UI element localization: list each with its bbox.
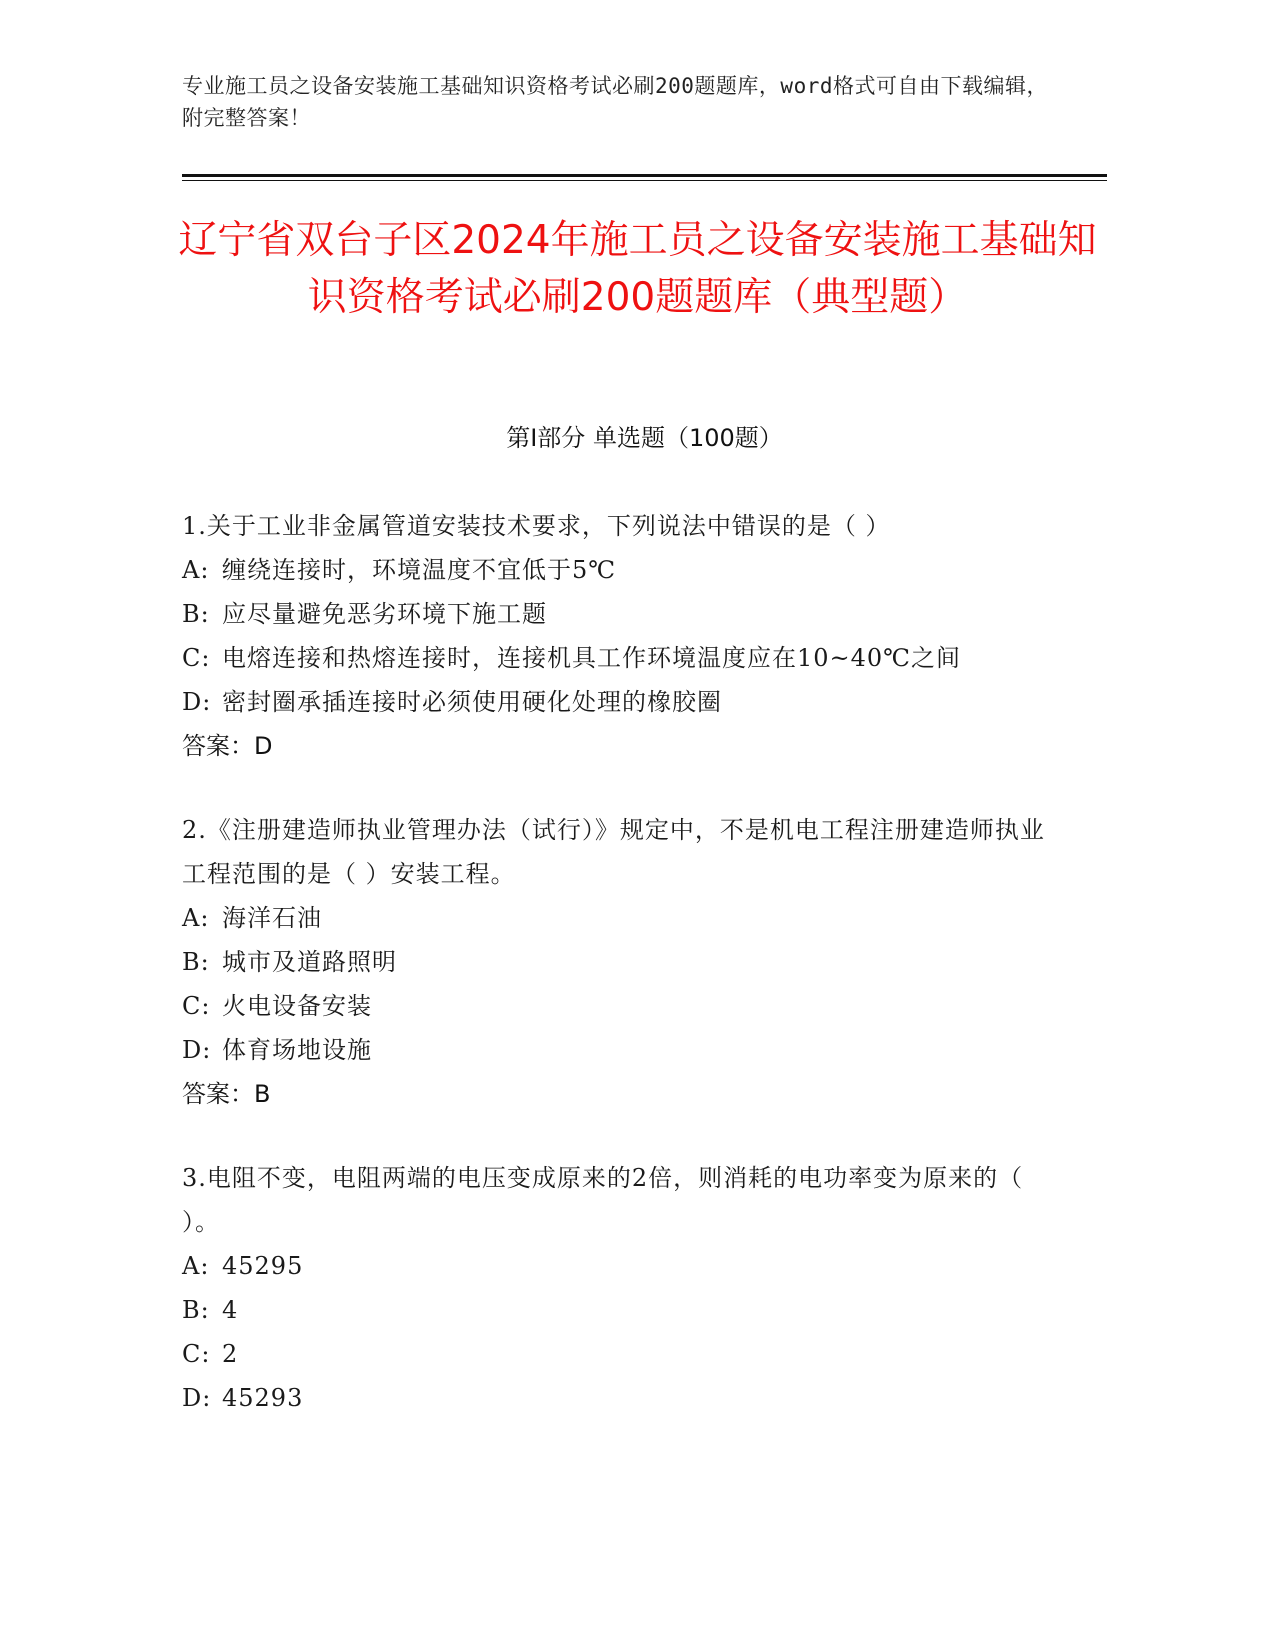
option-text: 电熔连接和热熔连接时，连接机具工作环境温度应在10~40℃之间 [222,644,962,672]
option-text: 应尽量避免恶劣环境下施工题 [222,600,547,628]
option-text: 城市及道路照明 [222,948,397,976]
question-stem: 2.《注册建造师执业管理办法（试行）》规定中，不是机电工程注册建造师执业工程范围的是（ ）安装工程。 [182,816,1045,888]
option-text: 缠绕连接时，环境温度不宜低于5℃ [222,556,617,584]
option-key: D: [182,1384,212,1412]
option-d [182,1028,1062,1072]
option-text: 2 [222,1340,239,1368]
option-text: 海洋石油 [222,904,322,932]
question-1 [182,504,1062,768]
option-a [182,1244,1062,1288]
option-key: A: [182,904,210,932]
option-key: B: [182,600,210,628]
option-text: 4 [222,1296,239,1324]
option-text: 45295 [222,1252,304,1280]
question-stem: 3.电阻不变，电阻两端的电压变成原来的2倍，则消耗的电功率变为原来的（ ）。 [182,1164,1024,1236]
option-d [182,1376,1062,1420]
option-key: B: [182,1296,210,1324]
option-text: 体育场地设施 [222,1036,372,1064]
option-b [182,592,1062,636]
option-b [182,1288,1062,1332]
option-key: C: [182,644,211,672]
question-3 [182,1156,1062,1420]
option-a [182,896,1062,940]
question-stem: 1.关于工业非金属管道安装技术要求，下列说法中错误的是（ ） [182,512,891,540]
document-title: 辽宁省双台子区2024年施工员之设备安装施工基础知识资格考试必刷200题题库（典型题） [178,218,1097,320]
option-c [182,636,1062,680]
option-key: A: [182,556,210,584]
option-key: C: [182,992,211,1020]
option-a [182,548,1062,592]
answer-line: 答案：B [182,1080,271,1108]
header-note: 专业施工员之设备安装施工基础知识资格考试必刷200题题库，word格式可自由下载编辑，附完整答案！ [182,74,1048,130]
option-key: D: [182,1036,212,1064]
option-key: B: [182,948,210,976]
answer-line: 答案：D [182,732,273,760]
option-text: 密封圈承插连接时必须使用硬化处理的橡胶圈 [222,688,722,716]
option-key: C: [182,1340,211,1368]
option-c [182,1332,1062,1376]
section-title: 第I部分 单选题（100题） [506,424,783,452]
option-b [182,940,1062,984]
option-key: D: [182,688,212,716]
option-text: 45293 [222,1384,304,1412]
header-divider-thin [182,180,1107,181]
option-c [182,984,1062,1028]
question-2 [182,808,1062,1116]
header-divider-thick [182,174,1107,177]
option-key: A: [182,1252,210,1280]
option-d [182,680,1062,724]
option-text: 火电设备安装 [222,992,372,1020]
